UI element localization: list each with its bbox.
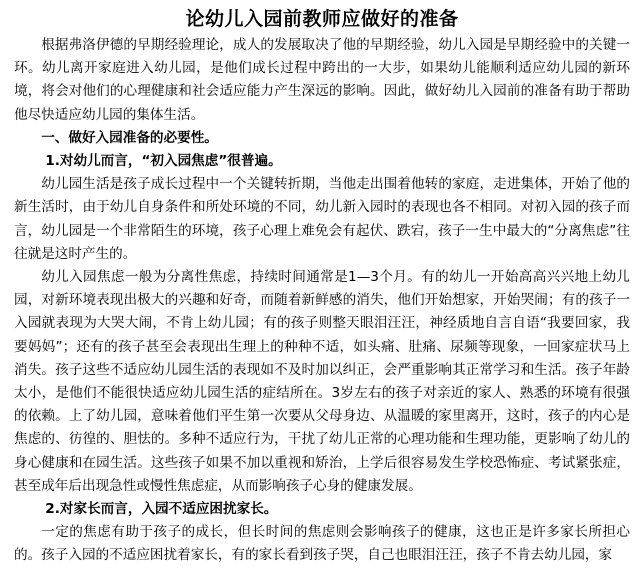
paragraph-separation-anxiety: 幼儿入园焦虑一般为分离性焦虑，持续时间通常是1—3个月。有的幼儿一开始高高兴兴地上幼儿园，对新环境表现出极大的兴趣和好奇，而随着新鲜感的消失，他们开始想家，开始哭闹；有的孩子一入园就表现为大哭大闹，不肯上幼儿园；有的孩子则整天眼泪汪汪，神经质地自言自语“我要回家，我要妈妈”；还有的孩子甚至会表现出生理上的种种不适，如头痛、肚痛、尿频等现象，一回家症状马上消失。孩子这些不适应幼儿园生活的表现如不及时加以纠正，会严重影响其正常学习和生活。孩子年龄太小，是他们不能很快适应幼儿园生活的症结所在。3岁左右的孩子对亲近的家人、熟悉的环境有很强的依赖。上了幼儿园，意味着他们平生第一次要从父母身边、从温暖的家里离开，这时，孩子的内心是焦虑的、彷徨的、胆怯的。多种不适应行为，干扰了幼儿正常的心理功能和生理功能，更影响了幼儿的身心健康和在园生活。这些孩子如果不加以重视和矫治，上学后很容易发生学校恐怖症、考试紧张症，甚至成年后出现急性或慢性焦虑症，从而影响孩子心身的健康发展。 bbox=[14, 269, 630, 494]
paragraph-transition-period: 幼儿园生活是孩子成长过程中一个关键转折期，当他走出围着他转的家庭，走进集体，开始了他的新生活时，由于幼儿自身条件和所处环境的不同，幼儿新入园时的表现也各不相同。对初入园的孩子而言，幼儿园是一个非常陌生的环境，孩子心理上难免会有起伏、跌宕，孩子一生中最大的“分离焦虑”往往就是这时产生的。 bbox=[14, 176, 630, 262]
section-heading-necessity: 一、做好入园准备的必要性。 bbox=[41, 129, 218, 146]
subsection-heading-parents: 2.对家长而言，入园不适应困扰家长。 bbox=[45, 501, 278, 518]
subsection-heading-children: 1.对幼儿而言，“初入园焦虑”很普遍。 bbox=[45, 153, 282, 170]
document-title: 论幼儿入园前教师应做好的准备 bbox=[185, 8, 459, 30]
intro-paragraph: 根据弗洛伊德的早期经验理论，成人的发展取决了他的早期经验，幼儿入园是早期经验中的关键一环。幼儿离开家庭进入幼儿园，是他们成长过程中跨出的一大步，如果幼儿能顺利适应幼儿园的新环境，将会对他们的心理健康和社会适应能力产生深远的影响。因此，做好幼儿入园前的准备有助于帮助他尽快适应幼儿园的集体生活。 bbox=[14, 37, 630, 123]
paragraph-parents-worry: 一定的焦虑有助于孩子的成长，但长时间的焦虑则会影响孩子的健康，这也正是许多家长所担心的。孩子入园的不适应困扰着家长，有的家长看到孩子哭，自己也眼泪汪汪，孩子不肯去幼儿园，家 bbox=[14, 524, 630, 564]
